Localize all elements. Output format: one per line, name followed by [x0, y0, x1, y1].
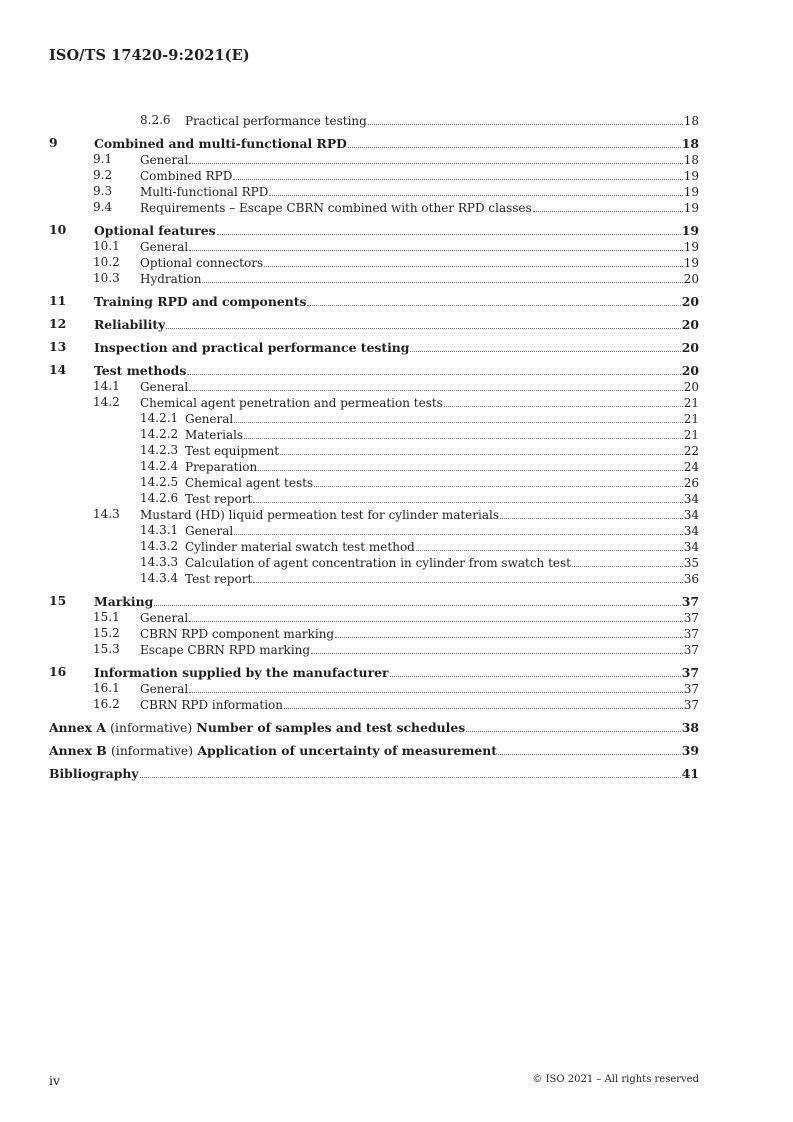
toc-entry[interactable]	[49, 641, 699, 657]
toc-entry-title: Cylinder material swatch test method	[185, 540, 415, 554]
dot-leader	[234, 522, 682, 535]
toc-entry-number: 14.2.5	[140, 475, 179, 489]
toc-entry-number: 14	[49, 362, 67, 377]
toc-entry[interactable]	[49, 593, 699, 609]
toc-entry-number: 14.2.3	[140, 443, 179, 457]
dot-leader	[311, 641, 683, 654]
toc-entry[interactable]	[49, 238, 699, 254]
dot-leader	[284, 696, 683, 709]
toc-entry-page: 36	[683, 572, 699, 586]
toc-entry-title	[49, 720, 465, 736]
toc-entry-page: 38	[681, 720, 699, 735]
dot-leader	[187, 362, 680, 375]
toc-entry-page: 20	[681, 317, 699, 332]
dot-leader	[189, 609, 682, 622]
toc-entry[interactable]	[49, 199, 699, 215]
toc-entry-number: 14.3.2	[140, 539, 179, 553]
toc-entry-page: 19	[683, 201, 699, 215]
dot-leader	[410, 339, 680, 352]
toc-entry-page: 26	[683, 476, 699, 490]
toc-entry-title: Multi-functional RPD	[140, 185, 269, 199]
toc-entry-page: 37	[683, 698, 699, 712]
toc-entry-title: General	[140, 682, 189, 696]
toc-entry-number: 14.3.3	[140, 555, 179, 569]
dot-leader	[154, 593, 681, 606]
toc-entry[interactable]	[49, 442, 699, 458]
annex-label: Annex A	[49, 720, 106, 735]
toc-entry-number: 9.3	[93, 184, 113, 198]
toc-entry-page: 34	[683, 524, 699, 538]
toc-entry-page: 24	[683, 460, 699, 474]
toc-entry-page: 20	[683, 380, 699, 394]
toc-entry-page: 35	[683, 556, 699, 570]
toc-entry[interactable]	[49, 490, 699, 506]
toc-entry[interactable]	[49, 522, 699, 538]
toc-entry-number: 11	[49, 293, 67, 308]
dot-leader	[189, 238, 682, 251]
toc-entry[interactable]	[49, 167, 699, 183]
toc-entry[interactable]	[49, 554, 699, 570]
toc-entry[interactable]	[49, 570, 699, 586]
dot-leader	[253, 490, 682, 503]
dot-leader	[498, 742, 681, 755]
toc-entry-title: Preparation	[185, 460, 258, 474]
toc-entry-page: 19	[683, 240, 699, 254]
toc-entry[interactable]	[49, 664, 699, 680]
toc-entry[interactable]	[49, 339, 699, 355]
toc-entry[interactable]	[49, 183, 699, 199]
dot-leader	[258, 458, 682, 471]
toc-entry[interactable]	[49, 609, 699, 625]
toc-entry-title: Bibliography	[49, 766, 139, 781]
toc-entry-page: 20	[681, 340, 699, 355]
toc-entry[interactable]	[49, 410, 699, 426]
toc-entry-title: Chemical agent penetration and permeation tests	[140, 396, 443, 410]
toc-entry-number: 14.1	[93, 379, 120, 393]
toc-entry-page: 20	[681, 363, 699, 378]
toc-entry-number: 15.2	[93, 626, 120, 640]
toc-entry-title: Combined RPD	[140, 169, 233, 183]
toc-entry[interactable]	[49, 151, 699, 167]
toc-entry-page: 20	[681, 294, 699, 309]
toc-entry-title: General	[140, 380, 189, 394]
toc-entry-number: 12	[49, 316, 67, 331]
toc-entry-number: 10.1	[93, 239, 120, 253]
toc-entry-title: General	[140, 153, 189, 167]
toc-entry-number: 14.2.2	[140, 427, 179, 441]
toc-entry-page: 34	[683, 492, 699, 506]
page-number: iv	[49, 1073, 61, 1088]
toc-entry-title: General	[140, 240, 189, 254]
toc-entry-title: General	[185, 412, 234, 426]
toc-entry-number: 9.2	[93, 168, 113, 182]
toc-entry-title: Practical performance testing	[185, 114, 367, 128]
toc-entry-number: 15.1	[93, 610, 120, 624]
dot-leader	[314, 474, 683, 487]
dot-leader	[500, 506, 683, 519]
dot-leader	[572, 554, 683, 567]
toc-entry-title: Optional connectors	[140, 256, 264, 270]
toc-entry-page: 21	[683, 428, 699, 442]
copyright-notice: © ISO 2021 – All rights reserved	[532, 1074, 699, 1085]
toc-entry-number: 14.3.4	[140, 571, 179, 585]
dot-leader	[233, 167, 682, 180]
toc-entry-number: 13	[49, 339, 67, 354]
toc-entry-number: 14.3	[93, 507, 120, 521]
dot-leader	[264, 254, 683, 267]
toc-entry-page: 18	[683, 114, 699, 128]
toc-entry-title: Hydration	[140, 272, 202, 286]
toc-entry-page: 19	[683, 169, 699, 183]
toc-entry-title: Escape CBRN RPD marking	[140, 643, 311, 657]
toc-entry-number: 15	[49, 593, 67, 608]
toc-entry[interactable]	[49, 316, 699, 332]
dot-leader	[280, 442, 683, 455]
toc-entry-title: Test methods	[94, 363, 187, 378]
toc-entry-page: 19	[681, 223, 699, 238]
toc-entry[interactable]	[49, 765, 699, 781]
toc-entry-page: 41	[681, 766, 699, 781]
toc-entry-title: Mustard (HD) liquid permeation test for cylinder materials	[140, 508, 500, 522]
toc-entry-number: 16	[49, 664, 67, 679]
toc-entry[interactable]	[49, 742, 699, 758]
toc-entry-page: 18	[681, 136, 699, 151]
toc-entry-page: 39	[681, 743, 699, 758]
annex-type: (informative)	[110, 720, 193, 735]
toc-entry-page: 21	[683, 396, 699, 410]
dot-leader	[444, 394, 683, 407]
toc-entry-title: General	[185, 524, 234, 538]
toc-entry-page: 37	[683, 682, 699, 696]
toc-entry-number: 16.1	[93, 681, 120, 695]
toc-entry-page: 34	[683, 508, 699, 522]
toc-entry[interactable]	[49, 112, 699, 128]
toc-entry-title: Inspection and practical performance testing	[94, 340, 410, 355]
toc-entry-number: 9.4	[93, 200, 113, 214]
toc-entry-page: 37	[681, 594, 699, 609]
dot-leader	[166, 316, 680, 329]
toc-entry[interactable]	[49, 270, 699, 286]
toc-entry-number: 15.3	[93, 642, 120, 656]
toc-entry[interactable]	[49, 538, 699, 554]
toc-entry[interactable]	[49, 378, 699, 394]
toc-entry-page: 37	[683, 643, 699, 657]
toc-entry-page: 37	[681, 665, 699, 680]
dot-leader	[416, 538, 683, 551]
toc-entry-title	[49, 743, 497, 759]
toc-entry[interactable]	[49, 254, 699, 270]
toc-entry-number: 14.3.1	[140, 523, 179, 537]
toc-entry-number: 14.2	[93, 395, 120, 409]
toc-entry-title: Reliability	[94, 317, 166, 332]
dot-leader	[234, 410, 682, 423]
annex-title: Number of samples and test schedules	[196, 720, 466, 735]
toc-entry-number: 10.2	[93, 255, 120, 269]
toc-entry-number: 10.3	[93, 271, 120, 285]
toc-entry-page: 37	[683, 611, 699, 625]
toc-entry[interactable]	[49, 135, 699, 151]
toc-entry[interactable]	[49, 506, 699, 522]
toc-entry[interactable]	[49, 474, 699, 490]
dot-leader	[189, 680, 682, 693]
toc-entry-title: CBRN RPD information	[140, 698, 284, 712]
document-id: ISO/TS 17420-9:2021(E)	[49, 47, 250, 64]
toc-entry-page: 18	[683, 153, 699, 167]
toc-entry-title: Test report	[185, 492, 253, 506]
toc-entry-title: Information supplied by the manufacturer	[94, 665, 389, 680]
dot-leader	[368, 112, 683, 125]
toc-entry-title: Requirements – Escape CBRN combined with other RPD classes	[140, 201, 532, 215]
annex-title: Application of uncertainty of measurement	[197, 743, 497, 758]
dot-leader	[269, 183, 682, 196]
toc-entry[interactable]	[49, 426, 699, 442]
toc-entry-number: 9	[49, 135, 58, 150]
annex-type: (informative)	[111, 743, 194, 758]
toc-entry-page: 34	[683, 540, 699, 554]
toc-entry-title: Test equipment	[185, 444, 280, 458]
table-of-contents	[49, 112, 699, 781]
toc-entry[interactable]	[49, 696, 699, 712]
toc-entry[interactable]	[49, 680, 699, 696]
toc-entry-number: 9.1	[93, 152, 113, 166]
toc-entry-page: 21	[683, 412, 699, 426]
toc-entry[interactable]	[49, 394, 699, 410]
toc-entry-title: Combined and multi-functional RPD	[94, 136, 347, 151]
toc-entry-page: 22	[683, 444, 699, 458]
dot-leader	[217, 222, 681, 235]
toc-entry[interactable]	[49, 625, 699, 641]
dot-leader	[189, 378, 682, 391]
dot-leader	[244, 426, 683, 439]
dot-leader	[253, 570, 682, 583]
dot-leader	[533, 199, 683, 212]
toc-entry[interactable]	[49, 458, 699, 474]
toc-entry-page: 20	[683, 272, 699, 286]
toc-entry-number: 8.2.6	[140, 113, 171, 127]
toc-entry-title: Training RPD and components	[94, 294, 307, 309]
dot-leader	[335, 625, 683, 638]
toc-entry-title: Calculation of agent concentration in cylinder from swatch test	[185, 556, 571, 570]
toc-entry-page: 19	[683, 185, 699, 199]
toc-entry[interactable]	[49, 293, 699, 309]
toc-entry[interactable]	[49, 362, 699, 378]
toc-entry-number: 14.2.1	[140, 411, 179, 425]
dot-leader	[390, 664, 681, 677]
toc-entry-title: Materials	[185, 428, 244, 442]
annex-label: Annex B	[49, 743, 107, 758]
toc-entry-title: Optional features	[94, 223, 216, 238]
toc-entry[interactable]	[49, 222, 699, 238]
dot-leader	[202, 270, 682, 283]
toc-entry-title: CBRN RPD component marking	[140, 627, 335, 641]
toc-entry-title: Test report	[185, 572, 253, 586]
toc-entry-page: 37	[683, 627, 699, 641]
toc-entry-number: 14.2.4	[140, 459, 179, 473]
dot-leader	[140, 765, 681, 778]
toc-entry-title: Chemical agent tests	[185, 476, 314, 490]
toc-entry-page: 19	[683, 256, 699, 270]
toc-entry-title: General	[140, 611, 189, 625]
toc-entry[interactable]	[49, 719, 699, 735]
toc-entry-number: 14.2.6	[140, 491, 179, 505]
dot-leader	[466, 719, 681, 732]
dot-leader	[307, 293, 680, 306]
toc-entry-title: Marking	[94, 594, 154, 609]
toc-entry-number: 10	[49, 222, 67, 237]
dot-leader	[348, 135, 681, 148]
dot-leader	[189, 151, 682, 164]
toc-entry-number: 16.2	[93, 697, 120, 711]
